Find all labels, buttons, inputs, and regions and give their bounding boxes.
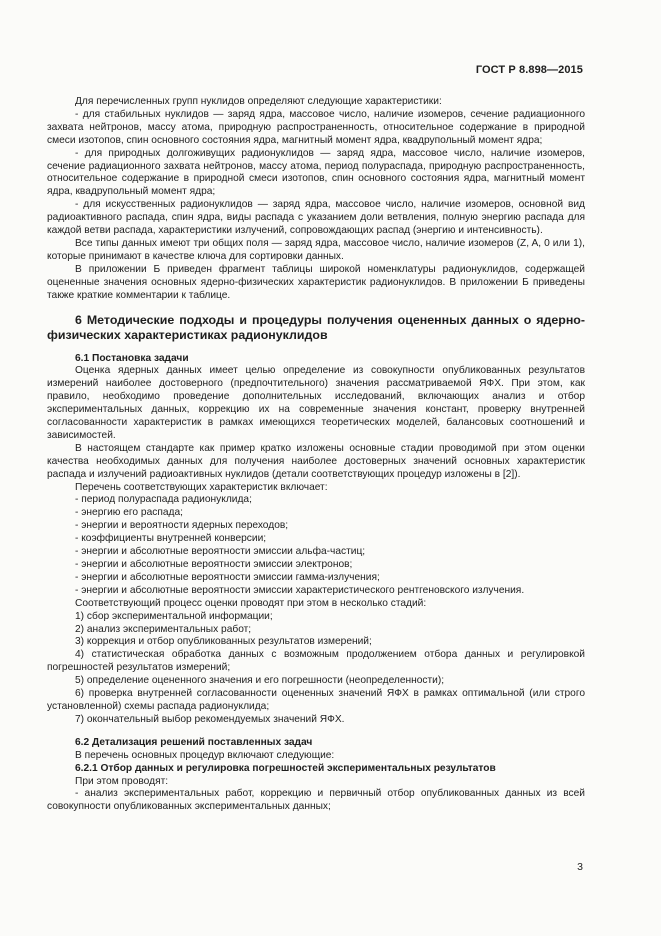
list-item: - энергии и вероятности ядерных переходов; — [75, 520, 289, 532]
paragraph: При этом проводят: — [75, 775, 169, 787]
list-item: 7) окончательный выбор рекомендуемых значений ЯФХ. — [75, 713, 345, 725]
subsection-6-1-heading: 6.1 Постановка задачи — [75, 352, 189, 364]
list-item: 3) коррекция и отбор опубликованных результатов измерений; — [75, 636, 372, 648]
paragraph: В приложении Б приведен фрагмент таблицы широкой номенклатуры радионуклидов, содержащей оцененные значения основных ядерно-физических характеристик радионуклидов. В приложении Б приведены также краткие комментарии к таблице. — [47, 263, 585, 301]
list-item: - энергию его распада; — [75, 507, 183, 519]
paragraph: В настоящем стандарте как пример кратко изложены основные стадии проводимой при этом оценки качества необходимых данных для получения наиболее достоверных значений основных характеристик распада и излучений радиоактивных нуклидов (детали соответствующих процедур изложены в [2]). — [47, 442, 585, 480]
document-header: ГОСТ Р 8.898—2015 — [475, 64, 583, 76]
list-item: - для стабильных нуклидов — заряд ядра, массовое число, наличие изомеров, сечение радиационного захвата нейтронов, массу атома, природную распространенность, относительное содержание в природной смеси изотопов, спин основного состояния ядра, магнитный момент ядра, квадрупольный момент ядра; — [47, 108, 585, 146]
list-item: - период полураспада радионуклида; — [75, 494, 252, 506]
list-item: 4) статистическая обработка данных с возможным продолжением отбора данных и регулировкой погрешностей результатов измерений; — [47, 649, 585, 674]
list-item: - энергии и абсолютные вероятности эмиссии гамма-излучения; — [75, 571, 380, 583]
list-item: 1) сбор экспериментальной информации; — [75, 610, 273, 622]
paragraph: Перечень соответствующих характеристик включает: — [75, 481, 328, 493]
subsection-6-2-1-heading: 6.2.1 Отбор данных и регулировка погрешностей экспериментальных результатов — [75, 762, 496, 774]
paragraph: Соответствующий процесс оценки проводят при этом в несколько стадий: — [75, 597, 427, 609]
list-item: - анализ экспериментальных работ, коррекцию и первичный отбор опубликованных данных из всей совокупности опубликованных экспериментальных данных; — [47, 788, 585, 813]
list-item: - энергии и абсолютные вероятности эмиссии характеристического рентгеновского излучения. — [75, 584, 525, 596]
list-item: - для природных долгоживущих радионуклидов — заряд ядра, массовое число, наличие изомеров, сечение радиационного захвата нейтронов, массу атома, период полураспада, природную распространенность, относительное содержание в природной смеси изотопов, спин основного состояния ядра, магнитный момент ядра, квадрупольный момент ядра; — [47, 147, 585, 198]
paragraph: В перечень основных процедур включают следующие: — [75, 749, 335, 761]
list-item: - энергии и абсолютные вероятности эмиссии электронов; — [75, 559, 353, 570]
list-item: - для искусственных радионуклидов — заряд ядра, массовое число, наличие изомеров, основной вид радиоактивного распада, спин ядра, виды распада с указанием доли ветвления, полную энергию распада для каждой ветви распада, характеристики излучений, сопровождающих распад (энергию и интенсивность). — [47, 199, 585, 237]
list-item: 2) анализ экспериментальных работ; — [75, 623, 252, 635]
page-number: 3 — [577, 861, 583, 873]
paragraph: Все типы данных имеют три общих поля — заряд ядра, массовое число, наличие изомеров (Z, A, 0 или 1), которые принимают в качестве ключа для сортировки данных. — [47, 237, 585, 262]
page-content — [47, 96, 585, 814]
section-6-heading: 6 Методические подходы и процедуры получения оцененных данных о ядерно-физических характеристиках радионуклидов — [47, 312, 585, 342]
list-item: - энергии и абсолютные вероятности эмиссии альфа-частиц; — [75, 546, 366, 558]
list-item: - коэффициенты внутренней конверсии; — [75, 533, 267, 545]
list-item: 5) определение оцененного значения и его погрешности (неопределенности); — [75, 675, 445, 687]
list-item: 6) проверка внутренней согласованности оцененных значений ЯФХ в рамках оптимальной (или строго установленной) схемы распада радионуклида; — [47, 688, 585, 712]
paragraph: Для перечисленных групп нуклидов определяют следующие характеристики: — [75, 96, 442, 107]
paragraph: Оценка ядерных данных имеет целью определение из совокупности опубликованных результатов измерений наиболее достоверного (предпочтительного) значения рассматриваемой ЯФХ. При этом, как правило, необходимо проведение дополнительных исследований, включающих анализ и отбор экспериментальных данных, коррекцию их на современные значения констант, проверку внутренней согласованности характеристик в рамках имеющихся теоретических моделей, балансовых соотношений и зависимостей. — [47, 365, 585, 441]
subsection-6-2-heading: 6.2 Детализация решений поставленных задач — [75, 736, 313, 748]
